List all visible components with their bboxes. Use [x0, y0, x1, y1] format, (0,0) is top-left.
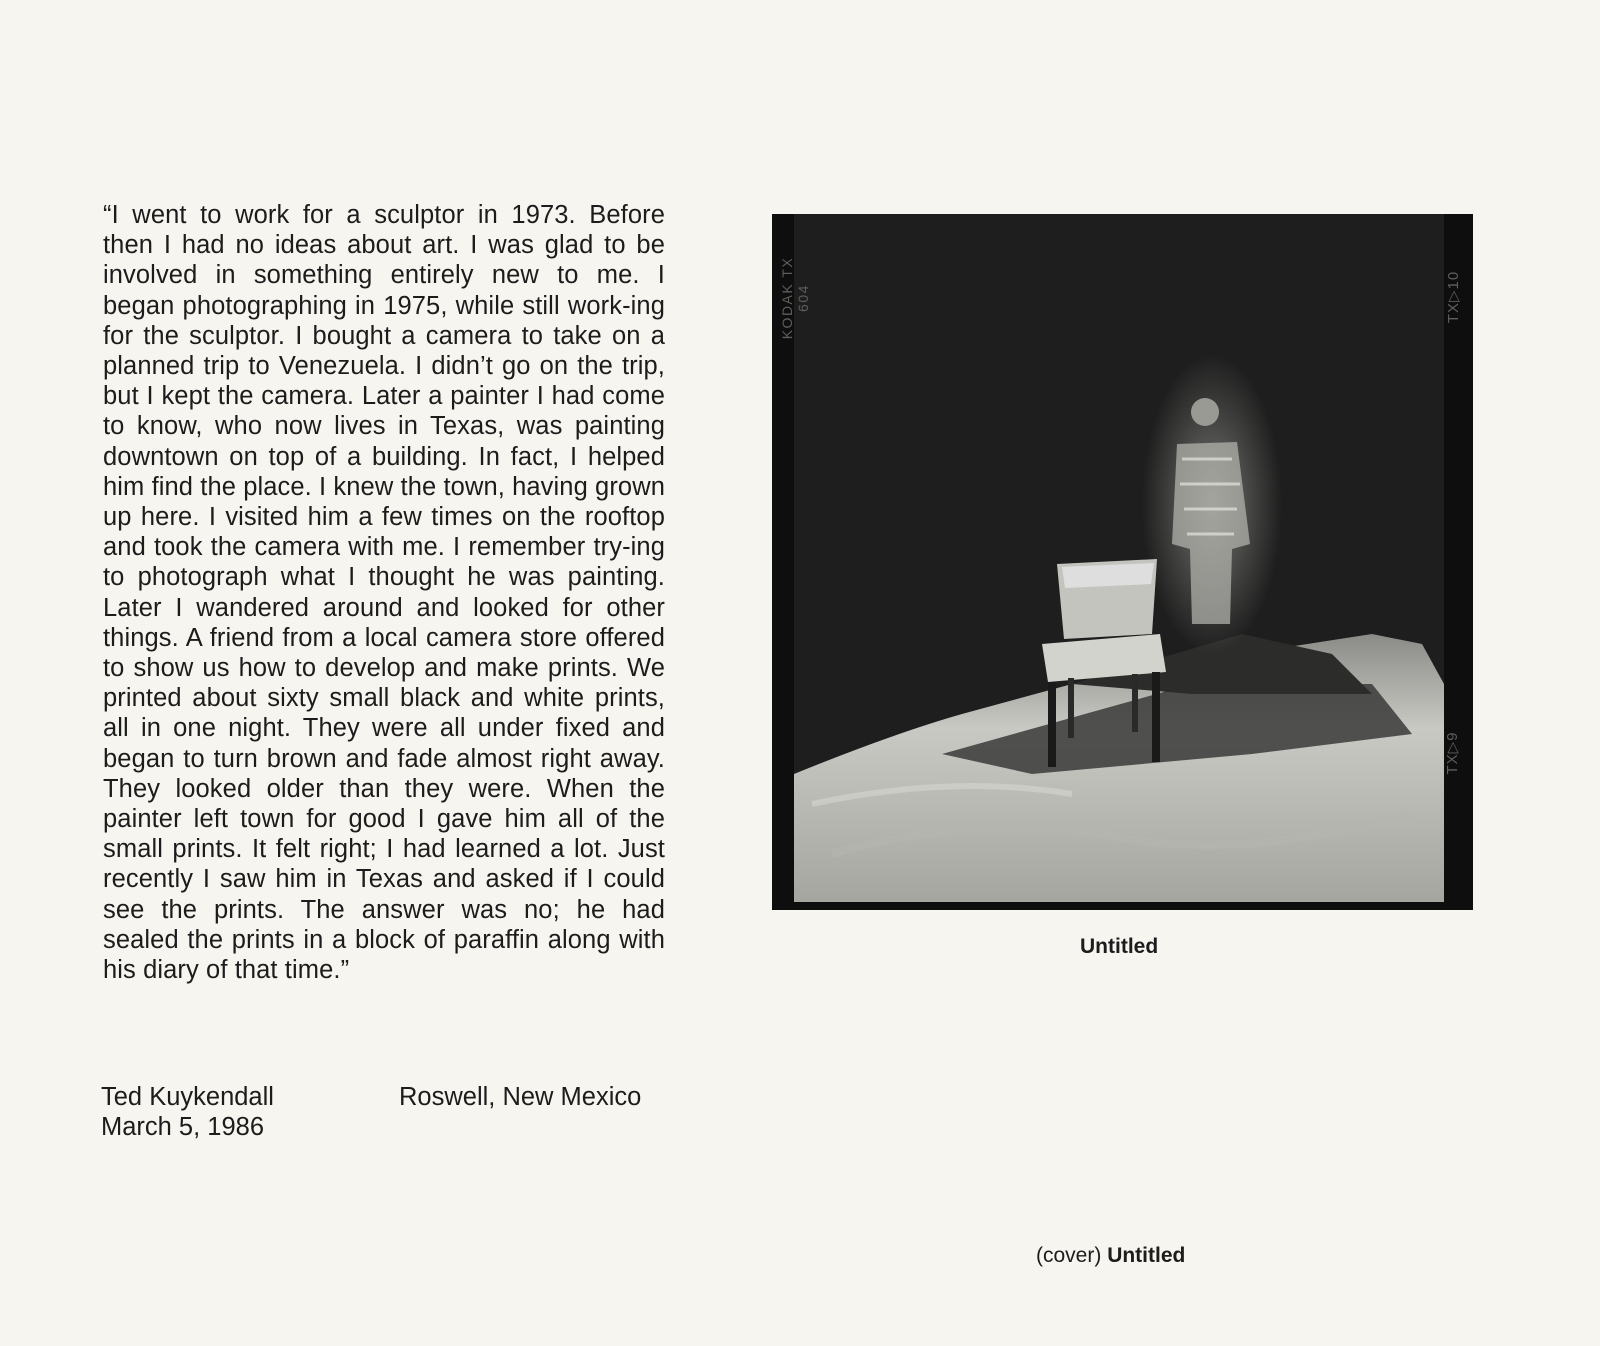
photo-caption: Untitled	[1080, 935, 1159, 958]
film-edge-bottom-right: TX▷9	[1444, 731, 1461, 775]
cover-credit	[1036, 1244, 1185, 1268]
film-edge-top-right: TX▷10	[1445, 270, 1462, 324]
artist-name: Ted Kuykendall	[101, 1083, 274, 1111]
film-edge-left: KODAK TX 604	[779, 256, 811, 340]
statement-place: Roswell, New Mexico	[399, 1083, 642, 1111]
cover-credit-title: Untitled	[1107, 1244, 1186, 1267]
photograph-untitled	[772, 214, 1473, 910]
artist-statement: “I went to work for a sculptor in 1973. Before then I had no ideas about art. I was glad to be involved in something entirely new to me. I began photographing in 1975, while still work-ing for the sculptor. I bought a camera to take on a planned trip to Venezuela. I didn’t go on the trip, but I kept the camera. Later a painter I had come to know, who now lives in Texas, was painting downtown on top of a building. In fact, I helped him find the place. I knew the town, having grown up here. I visited him a few times on the rooftop and took the camera with me. I remember try-ing to photograph what I thought he was painting. Later I wandered around and looked for other things. A friend from a local camera store offered to show us how to develop and make prints. We printed about sixty small black and white prints, all in one night. They were all under fixed and began to turn brown and fade almost right away. They looked older than they were. When the painter left town for good I gave him all of the small prints. It felt right; I had learned a lot. Just recently I saw him in Texas and asked if I could see the prints. The answer was no; he had sealed the prints in a block of paraffin along with his diary of that time.”	[103, 201, 665, 985]
photo-scene	[772, 214, 1473, 910]
statement-date: March 5, 1986	[101, 1113, 265, 1141]
cover-credit-prefix: (cover)	[1036, 1244, 1102, 1267]
